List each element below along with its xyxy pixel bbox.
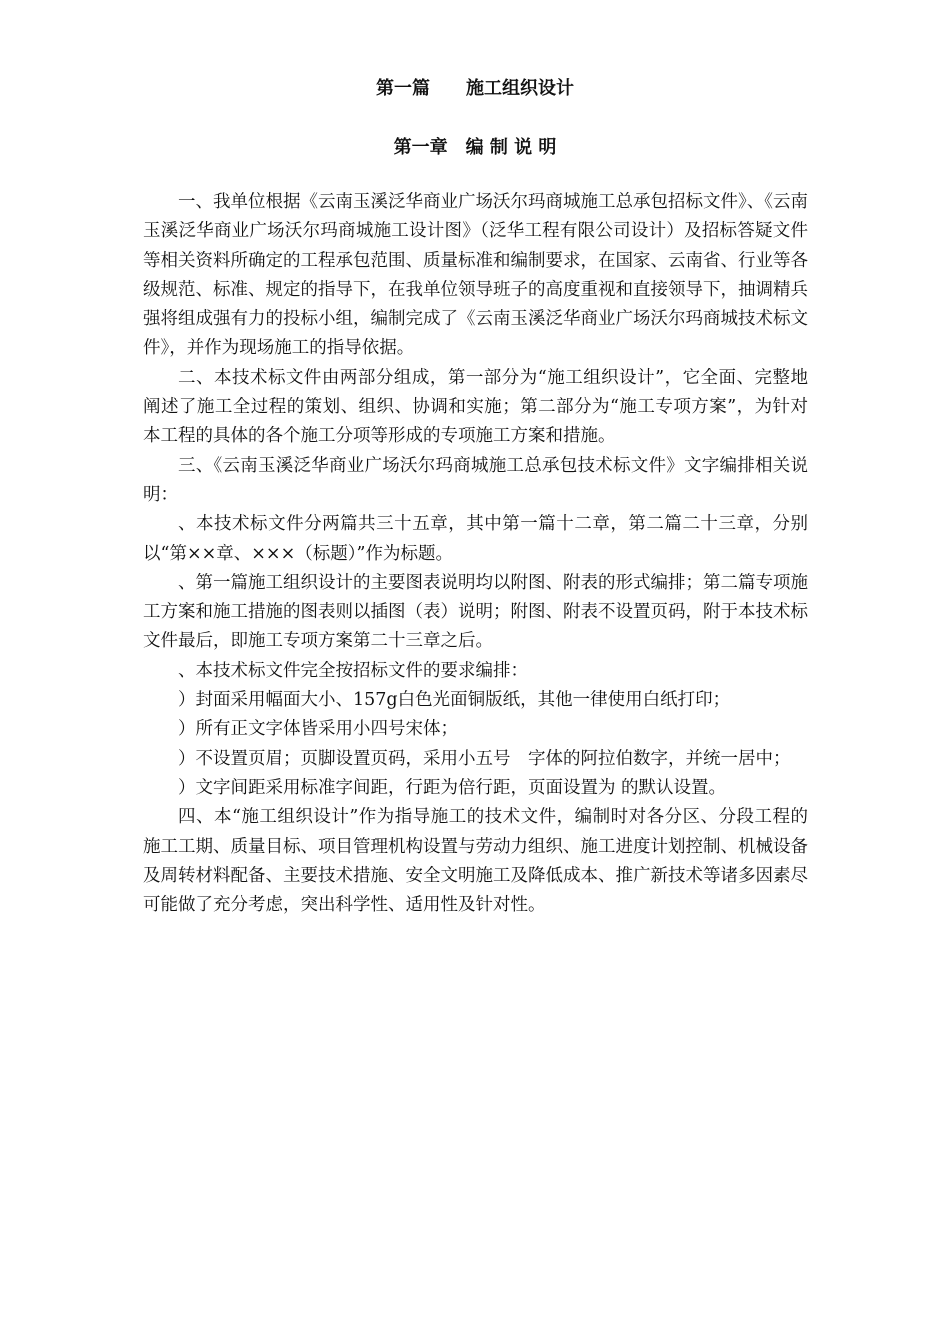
body-text — [143, 188, 808, 920]
paragraph-5: 、第一篇施工组织设计的主要图表说明均以附图、附表的形式编排；第二篇专项施工方案和施工措施的图表则以插图（表）说明；附图、附表不设置页码，附于本技术标文件最后，即施工专项方案第二十三章之后。 — [143, 572, 808, 652]
paragraph-8: ）所有正文字体皆采用小四号宋体； — [178, 719, 458, 740]
paragraph-2: 二、本技术标文件由两部分组成，第一部分为“施工组织设计”，它全面、完整地阐述了施工全过程的策划、组织、协调和实施；第二部分为“施工专项方案”，为针对本工程的具体的各个施工分项等形成的专项施工方案和措施。 — [143, 367, 808, 447]
part-title: 第一篇 施工组织设计 — [376, 78, 574, 99]
paragraph-9: ）不设置页眉；页脚设置页码，采用小五号 字体的阿拉伯数字，并统一居中； — [178, 748, 791, 769]
paragraph-11: 四、本“施工组织设计”作为指导施工的技术文件，编制时对各分区、分段工程的施工工期、质量目标、项目管理机构设置与劳动力组织、施工进度计划控制、机械设备及周转材料配备、主要技术措施、安全文明施工及降低成本、推广新技术等诸多因素尽可能做了充分考虑，突出科学性、适用性及针对性。 — [143, 807, 808, 916]
paragraph-1: 一、我单位根据《云南玉溪泛华商业广场沃尔玛商城施工总承包招标文件》、《云南玉溪泛华商业广场沃尔玛商城施工设计图》（泛华工程有限公司设计）及招标答疑文件等相关资料所确定的工程承包范围、质量标准和编制要求，在国家、云南省、行业等各级规范、标准、规定的指导下，在我单位领导班子的高度重视和直接领导下，抽调精兵强将组成强有力的投标小组，编制完成了《云南玉溪泛华商业广场沃尔玛商城技术标文件》，并作为现场施工的指导依据。 — [143, 192, 808, 359]
chapter-title: 第一章 编 制 说 明 — [393, 137, 557, 158]
paragraph-4: 、本技术标文件分两篇共三十五章，其中第一篇十二章，第二篇二十三章，分别以“第××章、×××（标题）”作为标题。 — [143, 514, 808, 564]
paragraph-6: 、本技术标文件完全按招标文件的要求编排： — [178, 660, 528, 681]
paragraph-10: ）文字间距采用标准字间距，行距为倍行距，页面设置为 的默认设置。 — [178, 777, 727, 798]
paragraph-7: ）封面采用幅面大小、157g白色光面铜版纸，其他一律使用白纸打印； — [178, 690, 731, 711]
paragraph-3: 三、《云南玉溪泛华商业广场沃尔玛商城施工总承包技术标文件》文字编排相关说明： — [143, 455, 808, 505]
